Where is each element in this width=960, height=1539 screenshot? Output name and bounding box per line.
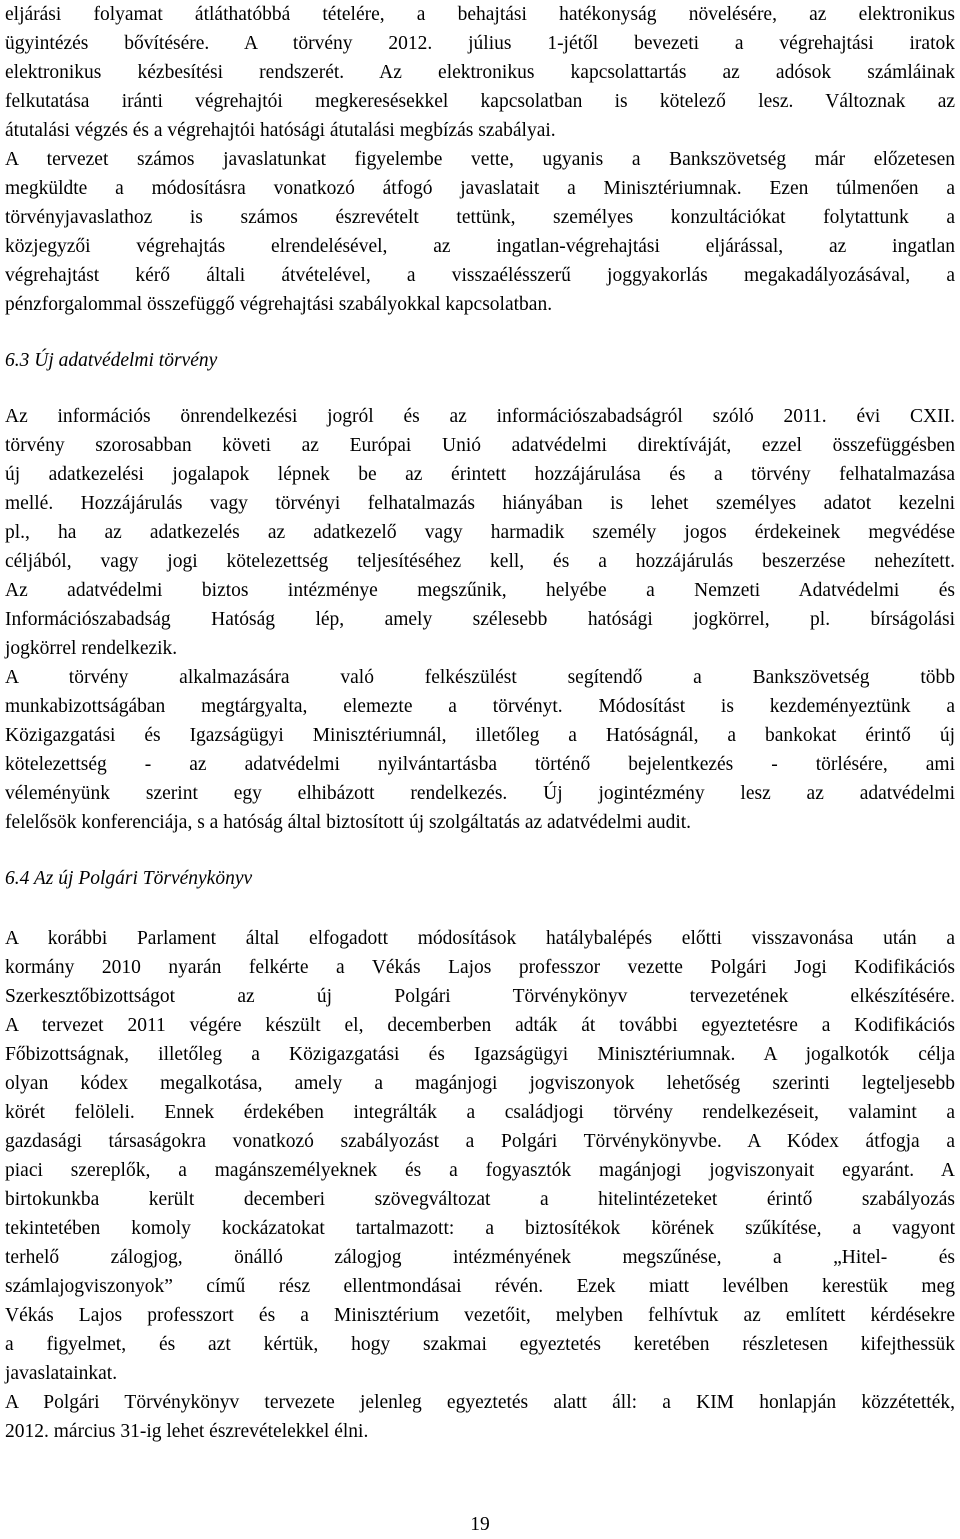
text-line: törvény szorosabban követi az Európai Unió adatvédelmi direktíváját, ezzel összefüggésben: [5, 435, 955, 456]
text-line: kormány 2010 nyarán felkérte a Vékás Lajos professzor vezette Polgári Jogi Kodifikációs: [5, 957, 955, 978]
text-line: pl., ha az adatkezelés az adatkezelő vagy harmadik személy jogos érdekeinek megvédése: [5, 522, 955, 543]
text-line: megküldte a módosításra vonatkozó átfogó javaslatait a Minisztériumnak. Ezen túlmenően a: [5, 178, 955, 199]
text-line: A törvény alkalmazására való felkészülést segítendő a Bankszövetség több: [5, 667, 955, 688]
text-line: piaci szereplők, a magánszemélyeknek és a fogyasztók magánjogi jogviszonyait egyaránt. A: [5, 1160, 955, 1181]
text-line: kötelezettség - az adatvédelmi nyilvántartásba történő bejelentkezés - törlésére, ami: [5, 754, 955, 775]
text-line: Közigazgatási és Igazságügyi Minisztériumnál, illetőleg a Hatóságnál, a bankokat érintő új: [5, 725, 955, 746]
text-line: felelősök konferenciája, s a hatóság által biztosított új szolgáltatás az adatvédelmi audit.: [5, 812, 692, 833]
text-line: Az adatvédelmi biztos intézménye megszűnik, helyébe a Nemzeti Adatvédelmi és: [5, 580, 955, 601]
text-line: számlajogviszonyok” című rész ellentmondásai révén. Ezek miatt levélben kerestük meg: [5, 1276, 955, 1297]
text-line: ügyintézés bővítésére. A törvény 2012. július 1-jétől bevezeti a végrehajtási iratok: [5, 33, 955, 54]
text-line: A korábbi Parlament által elfogadott módosítások hatálybalépés előtti visszavonása után a: [5, 928, 955, 949]
text-line: A tervezet számos javaslatunkat figyelembe vette, ugyanis a Bankszövetség már előzetesen: [5, 149, 955, 170]
text-line: körét felölelі. Ennek érdekében integrálták a családjogi törvény rendelkezéseit, valamint a: [5, 1102, 955, 1123]
section-heading-6-3: 6.3 Új adatvédelmi törvény: [5, 350, 218, 371]
text-line: közjegyzői végrehajtás elrendelésével, az ingatlan-végrehajtási eljárással, az ingatlan: [5, 236, 955, 257]
text-line: törvényjavaslathoz is számos észrevételt tettünk, személyes konzultációkat folytattunk a: [5, 207, 955, 228]
text-line: Szerkesztőbizottságot az új Polgári Törvénykönyv tervezetének elkészítésére.: [5, 986, 955, 1007]
text-line: gazdasági társaságokra vonatkozó szabályozást a Polgári Törvénykönyvbe. A Kódex átfogja a: [5, 1131, 955, 1152]
text-line: A tervezet 2011 végére készült el, decemberben adták át további egyeztetésre a Kodifikációs: [5, 1015, 955, 1036]
text-line: a figyelmet, és azt kértük, hogy szakmai egyeztetés keretében részletesen kifejthessük: [5, 1334, 955, 1355]
text-line: birtokunkba került decemberi szövegváltozat a hitelintézeteket érintő szabályozás: [5, 1189, 955, 1210]
text-line: elektronikus kézbesítési rendszerét. Az elektronikus kapcsolattartás az adósok számláinak: [5, 62, 955, 83]
section-heading-6-4: 6.4 Az új Polgári Törvénykönyv: [5, 868, 253, 889]
text-line: mellé. Hozzájárulás vagy törvényi felhatalmazás hiányában is lehet személyes adatot kezelni: [5, 493, 955, 514]
page-number: 19: [470, 1514, 490, 1535]
text-line: felkutatása iránti végrehajtói megkeresésekkel kapcsolatban is kötelező lesz. Változnak az: [5, 91, 955, 112]
text-line: Vékás Lajos professzort és a Minisztérium vezetőit, melyben felhívtuk az említett kérdésekre: [5, 1305, 955, 1326]
text-line: javaslatainkat.: [5, 1363, 118, 1384]
text-line: átutalási végzés és a végrehajtói hatósági átutalási megbízás szabályai.: [5, 120, 556, 141]
text-line: tekintetében komoly kockázatokat tartalmazott: a biztosítékok körének szűkítése, a vagyont: [5, 1218, 955, 1239]
text-line: pénzforgalommal összefüggő végrehajtási szabályokkal kapcsolatban.: [5, 294, 553, 315]
text-line: 2012. március 31-ig lehet észrevételekkel élni.: [5, 1421, 369, 1442]
text-line: végrehajtást kérő általi átvételével, a visszaélésszerű joggyakorlás megakadályozásával, a: [5, 265, 955, 286]
text-line: véleményünk szerint egy elhibázott rendelkezés. Új jogintézmény lesz az adatvédelmi: [5, 783, 955, 804]
text-line: olyan kódex megalkotása, amely a magánjogi jogviszonyok lehetőség szerinti legteljesebb: [5, 1073, 955, 1094]
text-line: A Polgári Törvénykönyv tervezete jelenleg egyeztetés alatt áll: a KIM honlapján közzétették,: [5, 1392, 955, 1413]
text-line: Az információs önrendelkezési jogról és az információszabadságról szóló 2011. évi CXII.: [5, 406, 955, 427]
text-line: új adatkezelési jogalapok lépnek be az érintett hozzájárulása és a törvény felhatalmazása: [5, 464, 955, 485]
text-line: Információszabadság Hatóság lép, amely szélesebb hatósági jogkörrel, pl. bírságolási: [5, 609, 955, 630]
text-line: céljából, vagy jogi kötelezettség teljesítéséhez kell, és a hozzájárulás beszerzése nehezített.: [5, 551, 955, 572]
text-line: munkabizottságában megtárgyalta, elemezte a törvényt. Módosítást is kezdeményeztünk a: [5, 696, 955, 717]
text-line: eljárási folyamat átláthatóbbá tételére, a behajtási hatékonyság növelésére, az elektronikus: [5, 4, 955, 25]
text-line: jogkörrel rendelkezik.: [5, 638, 178, 659]
text-line: terhelő zálogjog, önálló zálogjog intézményének megszűnése, a „Hitel- és: [5, 1247, 955, 1268]
text-line: Főbizottságnak, illetőleg a Közigazgatási és Igazságügyi Minisztériumnak. A jogalkotók célja: [5, 1044, 955, 1065]
